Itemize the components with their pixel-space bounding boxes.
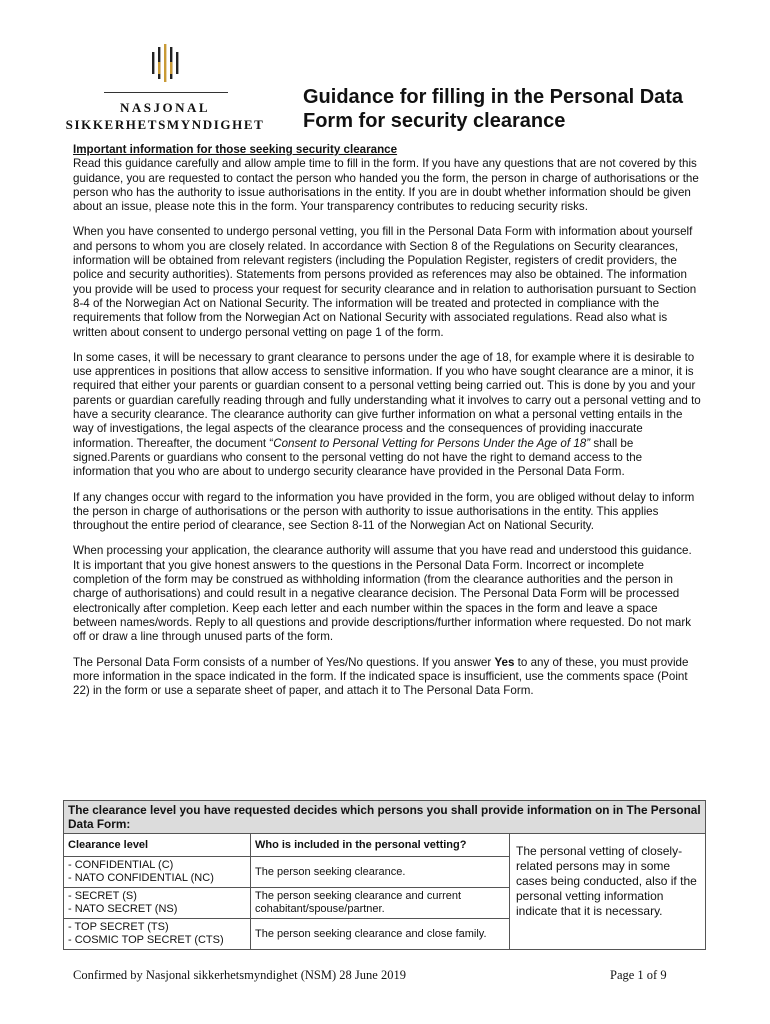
yes-emphasis: Yes (494, 655, 515, 669)
logo-divider (104, 92, 228, 93)
paragraph-3 (73, 351, 701, 480)
level-line: - TOP SECRET (TS) (68, 921, 169, 933)
consent-document-name: Consent to Personal Vetting for Persons Under the Age of 18” (273, 436, 591, 450)
table-caption-row (64, 801, 706, 834)
paragraph-3-part-a: In some cases, it will be necessary to grant clearance to persons under the age of 18, for example where it is desirable to use apprentices in positions that allow access to sensitive information. If you who have sought clearance are a minor, it is required that either your parents or guardian consent to a personal vetting being carried out. This is done by you and your parents or guardian carefully reading through and fully understanding what it involves to carry out a personal vetting and to have a security clearance. The clearance authority can give further information on what a personal vetting entails in the way of investigations, the legal aspects of the clearance process and the consequences of providing inaccurate information. Thereafter, the document “ (73, 350, 701, 450)
clearance-level-cell (64, 857, 251, 888)
table-caption: The clearance level you have requested decides which persons you shall provide information on in The Personal Data Form: (64, 801, 706, 834)
column-header-level: Clearance level (64, 834, 251, 857)
level-line: - SECRET (S) (68, 890, 137, 902)
nsm-logo (60, 40, 270, 140)
vetting-scope-cell: The person seeking clearance and close family. (251, 919, 510, 950)
paragraph-4: If any changes occur with regard to the information you have provided in the form, you are obliged without delay to inform the person in charge of authorisations or the person with authority to issue authorisations in the entity. This applies throughout the entire period of clearance, see Section 8-11 of the Norwegian Act on National Security. (73, 490, 695, 533)
related-persons-note (510, 834, 706, 950)
vetting-scope-cell: The person seeking clearance. (251, 857, 510, 888)
page-number: Page 1 of 9 (610, 968, 667, 982)
clearance-level-cell (64, 919, 251, 950)
level-line: - NATO SECRET (NS) (68, 903, 178, 915)
level-line: - NATO CONFIDENTIAL (NC) (68, 872, 214, 884)
paragraph-2: When you have consented to undergo personal vetting, you fill in the Personal Data Form with information about yourself and persons to whom you are closely related. In accordance with Section 8 of the Regulations on Security clearances, information will be obtained from relevant registers (including the Population Register, registers of credit providers, the police and security authorities). Statements from persons provided as references may also be obtained. The information you provide will be used to process your request for security clearance and in relation to authorisation pursuant to Section 8-4 of the Norwegian Act on National Security. The information will be treated and protected in compliance with the requirements that follow from the Norwegian Act on National Security with associated regulations. Read also what is written about consent to undergo personal vetting on page 1 of the form. (73, 225, 697, 339)
level-line: - CONFIDENTIAL (C) (68, 859, 174, 871)
paragraph-6 (73, 656, 701, 699)
important-heading: Important information for those seeking security clearance (73, 143, 398, 156)
clearance-level-cell (64, 888, 251, 919)
paragraph-1-text: Read this guidance carefully and allow ample time to fill in the form. If you have any questions that are not covered by this guidance, you are requested to contact the person who handed you the form, the person in charge of authorisations or the person who has the authority to issue authorisations in the entity. If you are in doubt whether information should be given about an issue, please note this in the form. Your transparency contributes to reducing security risks. (73, 157, 699, 214)
note-text: The personal vetting of closely-related persons may in some cases being conducted, also if the personal vetting information indicate that it is necessary. (516, 844, 697, 918)
paragraph-6-part-a: The Personal Data Form consists of a number of Yes/No questions. If you answer (73, 655, 495, 669)
level-line: - COSMIC TOP SECRET (CTS) (68, 934, 224, 946)
column-header-who: Who is included in the personal vetting? (251, 834, 510, 857)
paragraph-5: When processing your application, the clearance authority will assume that you have read and understood this guidance. It is important that you give honest answers to the questions in the Personal Data Form. Incorrect or incomplete completion of the form may be construed as withholding information (from the clearance authorities and the person in charge of authorisations) and could result in a negative clearance decision. The Personal Data Form will be processed electronically after completion. Keep each letter and each number within the spaces in the form and leave a space between names/words. Reply to all questions and provide descriptions/further information where requested. Do not mark off or draw a line through unused parts of the form. (73, 544, 692, 644)
nsm-emblem-icon (150, 44, 182, 82)
document-body (73, 143, 701, 709)
table-header-row (64, 834, 706, 857)
paragraph-3-part-b: shall be signed.Parents or guardians who consent to the personal vetting do not have the right to demand access to the information that you who are about to undergo security clearance have provided in the Personal Data Form. (73, 436, 643, 479)
paragraph-6-part-b: to any of these, you must provide more information in the space indicated in the form. If the indicated space is insufficient, use the comments space (Point 22) in the form or use a separate sheet of paper, and attach it to The Personal Data Form. (73, 655, 689, 698)
vetting-scope-cell: The person seeking clearance and current cohabitant/spouse/partner. (251, 888, 510, 919)
clearance-level-table (63, 800, 706, 950)
logo-text-line1: NASJONAL (119, 100, 211, 115)
paragraph-intro (73, 143, 701, 214)
document-title: Guidance for filling in the Personal Data Form for security clearance (303, 86, 684, 132)
logo-text-line2: SIKKERHETSMYNDIGHET (65, 117, 265, 132)
footer-confirmation: Confirmed by Nasjonal sikkerhetsmyndighet (NSM) 28 June 2019 (73, 968, 406, 982)
